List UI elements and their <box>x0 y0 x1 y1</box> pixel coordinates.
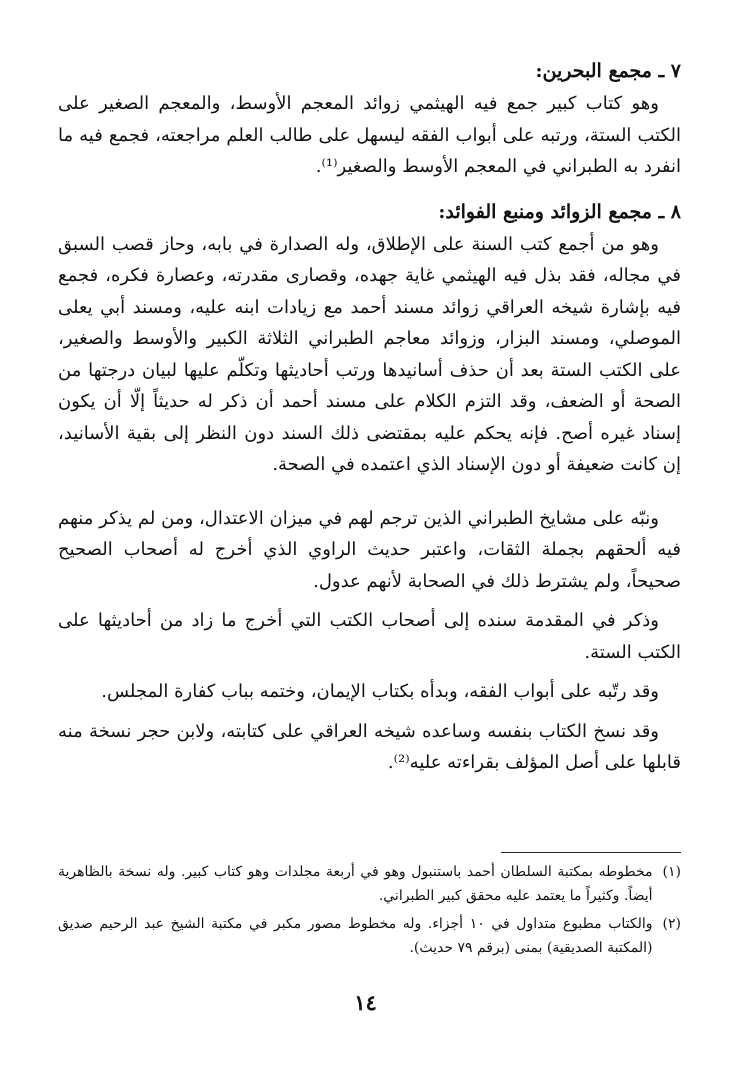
footnote-text: والكتاب مطبوع متداول في ١٠ أجزاء. وله مخطوط مصور مكبر في مكتبة الشيخ عبد الرحيم صديق (المكتبة الصديقية) بمنى (برقم ٧٩ حديث). <box>58 916 653 956</box>
section-7-heading: ٧ ـ مجمع البحرين: <box>535 60 681 82</box>
section-8-paragraph-5: وقد نسخ الكتاب بنفسه وساعده شيخه العراقي على كتابته، ولابن حجر نسخة منه قابلها على أصل المؤلف بقراءته عليه⁽²⁾. <box>58 720 681 773</box>
section-8-heading: ٨ ـ مجمع الزوائد ومنبع الفوائد: <box>438 200 681 223</box>
footnote-2 <box>58 912 681 960</box>
footnote-text: مخطوطه بمكتبة السلطان أحمد باستنبول وهو في أربعة مجلدات وهو كتاب كبير. وله نسخة بالظاهرية أيضاً. وكثيراً ما يعتمد عليه محقق كبير الطبراني. <box>58 864 653 904</box>
section-8-paragraph-4: وقد رتّبه على أبواب الفقه، وبدأه بكتاب الإيمان، وختمه بباب كفارة المجلس. <box>101 681 659 702</box>
footnote-number: (٢) <box>662 916 681 932</box>
footnote-1 <box>58 860 681 908</box>
footnotes <box>58 860 681 964</box>
footnote-separator <box>501 852 681 853</box>
page-number: ١٤ <box>354 990 377 1015</box>
footnote-number: (١) <box>662 864 681 880</box>
section-8-body: وهو من أجمع كتب السنة على الإطلاق، وله الصدارة في بابه، وحاز قصب السبق في مجاله، فقد بذل فيه الهيثمي غاية جهده، وقصارى مقدرته، وعصارة فكره، فجمع فيه بإشارة شيخه العراقي زوائد مسند أحمد مع زيادات ابنه عليه، ومسند أبي يعلى الموصلي، ومسند البزار، وزوائد معاجم الطبراني الثلاثة الكبير والأوسط والصغير، على الكتب الستة بعد أن حذف أسانيدها ورتب أحاديثها وتكلّم عليها لبيان درجتها من الصحة أو الضعف، وقد التزم الكلام على مسند أحمد أن ذكر له حديثاً إلّا أن يكون إسناد غيره أصح. فإنه يحكم عليه بمقتضى ذلك السند دون النظر إلى بقية الأسانيد، إن كانت ضعيفة أو دون الإسناد الذي اعتمده في الصحة. <box>58 233 681 475</box>
section-7-body: وهو كتاب كبير جمع فيه الهيثمي زوائد المعجم الأوسط، والمعجم الصغير على الكتب الستة، ورتبه على أبواب الفقه ليسهل على طالب العلم مراجعته، فجمع فيه ما انفرد به الطبراني في المعجم الأوسط والصغير⁽¹⁾. <box>58 93 681 177</box>
section-8-paragraph-2: ونبّه على مشايخ الطبراني الذين ترجم لهم في ميزان الاعتدال، ومن لم يذكر منهم فيه ألحقهم بجملة الثقات، واعتبر حديث الراوي الذي أخرج له أصحاب الصحيح صحيحاً، ولم يشترط ذلك في الصحابة لأنهم عدول. <box>58 507 681 592</box>
section-8-paragraph-3: وذكر في المقدمة سنده إلى أصحاب الكتب التي أخرج ما زاد من أحاديثها على الكتب الستة. <box>58 610 681 663</box>
